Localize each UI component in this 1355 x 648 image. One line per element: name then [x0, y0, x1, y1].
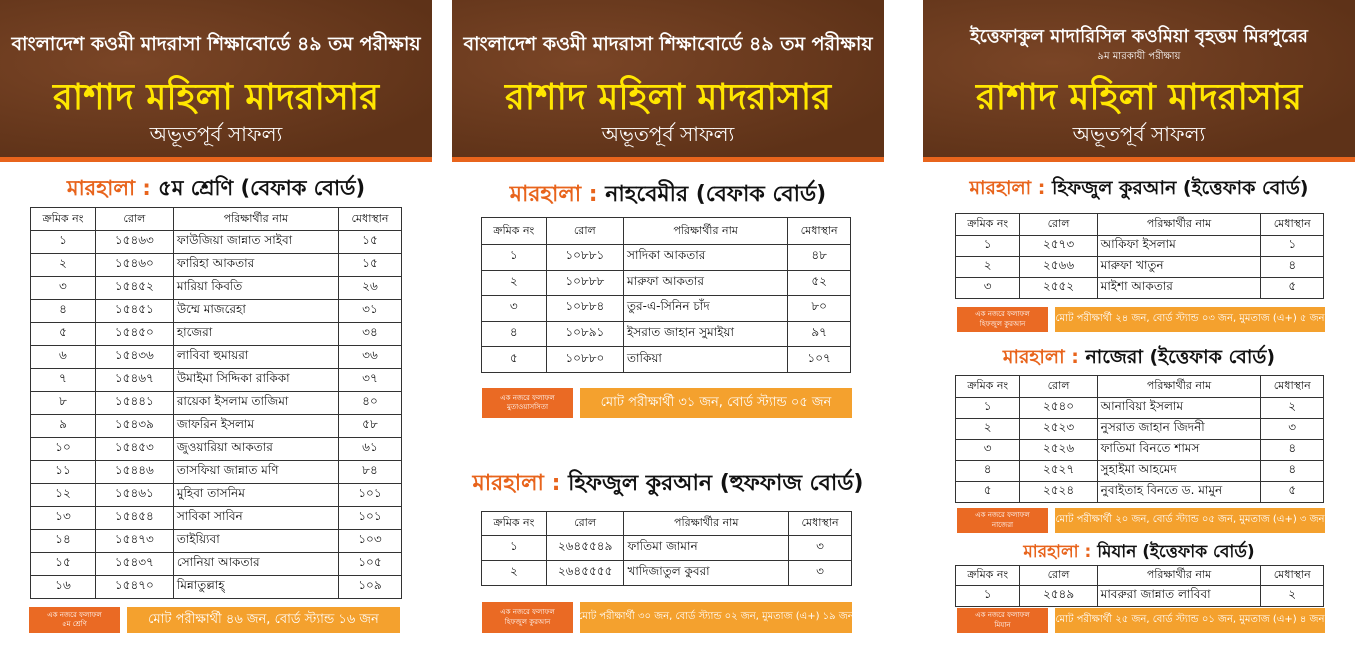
exam-heading: বাংলাদেশ কওমী মাদরাসা শিক্ষাবোর্ডে ৪৯ তম পরীক্ষায় — [463, 33, 873, 55]
name-cell: নুসরাত জাহান জিদনী — [1097, 419, 1261, 440]
column-header: মেধাস্থান — [788, 218, 851, 245]
name-cell: মাইশা আকতার — [1097, 278, 1261, 299]
section-name: ৫ম শ্রেণি (বেফাক বোর্ড) — [158, 176, 366, 200]
table-row — [31, 507, 402, 530]
column-header: রোল — [546, 512, 624, 536]
result-summary-tag — [957, 608, 1048, 633]
roll-cell: ২৬৪৫৫৫৫ — [546, 561, 624, 586]
name-cell: নুবাইতাহ বিনতে ড. মামুন — [1097, 482, 1261, 503]
tag-line: এক নজরে ফলাফল — [975, 310, 1030, 319]
roll-cell: ১৫৪৭৩ — [95, 530, 173, 553]
column-header: রোল — [95, 208, 173, 231]
serial-cell: ১ — [956, 586, 1020, 607]
merit-position-cell: ৪ — [1261, 440, 1324, 461]
roll-cell: ১৫৪৪১ — [95, 392, 173, 415]
serial-cell: ১৫ — [31, 553, 96, 576]
merit-position-cell: ৩৭ — [338, 369, 401, 392]
roll-cell: ১৫৪৩৭ — [95, 553, 173, 576]
column-header: পরিক্ষার্থীর নাম — [1097, 214, 1261, 236]
serial-cell: ১ — [31, 231, 96, 254]
merit-position-cell: ১০১ — [338, 507, 401, 530]
merit-position-cell: ৩৬ — [338, 346, 401, 369]
roll-cell: ১৫৪৫৩ — [95, 438, 173, 461]
roll-cell: ১৫৪৬৩ — [95, 231, 173, 254]
tag-line: মিযান — [994, 620, 1011, 629]
table-row — [956, 419, 1324, 440]
madrasa-title: রাশাদ মহিলা মাদরাসার — [52, 77, 380, 118]
name-cell: খাদিজাতুল কুবরা — [624, 561, 789, 586]
column-header: ক্রমিক নং — [956, 214, 1020, 236]
table-row — [956, 278, 1324, 299]
section-name: মিযান (ইত্তেফাক বোর্ড) — [1097, 542, 1255, 562]
roll-cell: ১৫৪৭০ — [95, 576, 173, 599]
serial-cell: ৮ — [31, 392, 96, 415]
name-cell: সাদিকা আকতার — [624, 245, 788, 271]
table-header-row — [482, 512, 852, 536]
name-cell: তাসফিয়া জান্নাত মণি — [173, 461, 338, 484]
serial-cell: ৪ — [956, 461, 1020, 482]
name-cell: তাকিয়া — [624, 347, 788, 373]
success-subtitle: অভূতপূর্ব সাফল্য — [601, 122, 735, 146]
table-row — [956, 257, 1324, 278]
table-row — [31, 300, 402, 323]
serial-cell: ৩ — [956, 278, 1020, 299]
merit-position-cell: ৫ — [1261, 482, 1324, 503]
roll-cell: ২৫৬৬ — [1020, 257, 1097, 278]
tag-line: ৫ম শ্রেণি — [62, 620, 87, 628]
merit-position-cell: ১ — [1261, 236, 1324, 257]
table-row — [482, 536, 852, 561]
name-cell: উম্মে মাজরেহা — [173, 300, 338, 323]
column-header: মেধাস্থান — [1261, 214, 1324, 236]
results-table — [955, 213, 1324, 299]
section-title — [0, 172, 432, 207]
poster-header — [923, 0, 1355, 162]
table-row — [956, 461, 1324, 482]
serial-cell: ৫ — [31, 323, 96, 346]
merit-position-cell: ৩ — [789, 536, 852, 561]
name-cell: ফারিহা আকতার — [173, 254, 338, 277]
name-cell: সোনিয়া আকতার — [173, 553, 338, 576]
table-row — [31, 392, 402, 415]
merit-position-cell: ৪৮ — [788, 245, 851, 271]
serial-cell: ১২ — [31, 484, 96, 507]
column-header: ক্রমিক নং — [956, 566, 1020, 586]
name-cell: মারুফা খাতুন — [1097, 257, 1261, 278]
serial-cell: ১ — [482, 245, 547, 271]
merit-position-cell: ২ — [1261, 586, 1324, 607]
roll-cell: ১৫৪৪৬ — [95, 461, 173, 484]
tag-line: এক নজরে ফলাফল — [975, 511, 1030, 520]
section-title — [452, 177, 884, 214]
results-table — [481, 511, 852, 586]
result-summary-banner: মোট পরীক্ষার্থী ২৫ জন, বোর্ড স্ট্যান্ড ০১ জন, মুমতাজ (এ+) ৪ জন — [1055, 608, 1325, 633]
table-row — [482, 347, 851, 373]
tag-line: এক নজরে ফলাফল — [500, 393, 555, 402]
serial-cell: ৬ — [31, 346, 96, 369]
serial-cell: ৯ — [31, 415, 96, 438]
result-summary-banner: মোট পরীক্ষার্থী ৩০ জন, বোর্ড স্ট্যান্ড ০২ জন, মুমতাজ (এ+) ১৯ জন — [580, 602, 852, 633]
serial-cell: ১ — [956, 398, 1020, 419]
merit-position-cell: ১০৯ — [338, 576, 401, 599]
serial-cell: ৩ — [482, 296, 547, 322]
column-header: পরিক্ষার্থীর নাম — [1097, 376, 1261, 398]
success-subtitle: অভূতপূর্ব সাফল্য — [1072, 122, 1206, 146]
table-row — [31, 415, 402, 438]
serial-cell: ২ — [31, 254, 96, 277]
column-header: মেধাস্থান — [338, 208, 401, 231]
section-title — [452, 466, 884, 503]
name-cell: তাইয়্যিবা — [173, 530, 338, 553]
results-table — [955, 375, 1324, 503]
section-label: মারহালা : — [1002, 346, 1079, 368]
serial-cell: ১০ — [31, 438, 96, 461]
roll-cell: ২৫২৭ — [1020, 461, 1097, 482]
merit-position-cell: ৩১ — [338, 300, 401, 323]
roll-cell: ১৫৪৫৪ — [95, 507, 173, 530]
table-row — [31, 346, 402, 369]
merit-position-cell: ২৬ — [338, 277, 401, 300]
result-poster-2 — [452, 0, 884, 648]
merit-position-cell: ১০৩ — [338, 530, 401, 553]
merit-position-cell: ১০৭ — [788, 347, 851, 373]
serial-cell: ১৪ — [31, 530, 96, 553]
serial-cell: ১১ — [31, 461, 96, 484]
section-label: মারহালা : — [969, 177, 1046, 199]
name-cell: জাফরিন ইসলাম — [173, 415, 338, 438]
tag-line: হিফজুল কুরআন — [504, 617, 551, 626]
serial-cell: ২ — [482, 270, 547, 296]
table-row — [482, 270, 851, 296]
section-title — [923, 343, 1355, 375]
name-cell: আনাবিয়া ইসলাম — [1097, 398, 1261, 419]
roll-cell: ১০৮৯১ — [546, 321, 623, 347]
name-cell: হাজেরা — [173, 323, 338, 346]
column-header: পরিক্ষার্থীর নাম — [624, 512, 789, 536]
success-subtitle: অভূতপূর্ব সাফল্য — [149, 122, 283, 146]
merit-position-cell: ৩ — [789, 561, 852, 586]
roll-cell: ২৫৭৩ — [1020, 236, 1097, 257]
merit-position-cell: ৩ — [1261, 419, 1324, 440]
table-row — [482, 561, 852, 586]
roll-cell: ১৫৪৩৯ — [95, 415, 173, 438]
result-summary-tag — [482, 388, 573, 418]
roll-cell: ২৫৪৯ — [1020, 586, 1097, 607]
section-name: নাহবেমীর (বেফাক বোর্ড) — [605, 182, 827, 207]
serial-cell: ৩ — [956, 440, 1020, 461]
merit-position-cell: ৪ — [1261, 461, 1324, 482]
column-header: মেধাস্থান — [789, 512, 852, 536]
table-row — [31, 576, 402, 599]
merit-position-cell: ২ — [1261, 398, 1324, 419]
table-row — [482, 321, 851, 347]
result-summary-banner: মোট পরীক্ষার্থী ৪৬ জন, বোর্ড স্ট্যান্ড ১৬ জন — [127, 607, 400, 633]
column-header: ক্রমিক নং — [956, 376, 1020, 398]
column-header: রোল — [546, 218, 623, 245]
poster-header — [0, 0, 432, 162]
table-row — [31, 323, 402, 346]
section-name: হিফজুল কুরআন (ইত্তেফাক বোর্ড) — [1052, 177, 1309, 199]
serial-cell: ১৩ — [31, 507, 96, 530]
table-header-row — [956, 376, 1324, 398]
roll-cell: ১০৮৮৮ — [546, 270, 623, 296]
name-cell: ফাউজিয়া জান্নাত সাইবা — [173, 231, 338, 254]
exam-heading: বাংলাদেশ কওমী মাদরাসা শিক্ষাবোর্ডে ৪৯ তম পরীক্ষায় — [11, 33, 421, 55]
column-header: মেধাস্থান — [1261, 376, 1324, 398]
name-cell: ফাতিমা বিনতে শামস — [1097, 440, 1261, 461]
exam-subheading: ৯ম মারকাযী পরীক্ষায় — [1097, 51, 1181, 62]
merit-position-cell: ৩৪ — [338, 323, 401, 346]
name-cell: উমাইমা সিদ্দিকা রাকিকা — [173, 369, 338, 392]
name-cell: মারুফা আকতার — [624, 270, 788, 296]
column-header: ক্রমিক নং — [31, 208, 96, 231]
tag-line: হিফজুল কুরআন — [979, 319, 1026, 328]
name-cell: ফাতিমা জামান — [624, 536, 789, 561]
column-header: ক্রমিক নং — [482, 512, 547, 536]
table-header-row — [956, 214, 1324, 236]
roll-cell: ১৫৪৩৬ — [95, 346, 173, 369]
roll-cell: ২৫২৪ — [1020, 482, 1097, 503]
poster-header — [452, 0, 884, 162]
name-cell: ইসরাত জাহান সুমাইয়া — [624, 321, 788, 347]
madrasa-title: রাশাদ মহিলা মাদরাসার — [504, 77, 832, 118]
merit-position-cell: ১৫ — [338, 254, 401, 277]
roll-cell: ১৫৪৬৭ — [95, 369, 173, 392]
column-header: পরিক্ষার্থীর নাম — [1097, 566, 1261, 586]
roll-cell: ১৫৪৫১ — [95, 300, 173, 323]
roll-cell: ২৫৫২ — [1020, 278, 1097, 299]
section-title — [923, 174, 1355, 206]
column-header: রোল — [1020, 566, 1097, 586]
name-cell: রায়েকা ইসলাম তাজিমা — [173, 392, 338, 415]
result-summary-tag — [29, 607, 120, 633]
table-header-row — [956, 566, 1324, 586]
name-cell: লাবিবা হুমায়রা — [173, 346, 338, 369]
serial-cell: ২ — [482, 561, 547, 586]
result-summary-banner: মোট পরীক্ষার্থী ২৪ জন, বোর্ড স্ট্যান্ড ০৩ জন, মুমতাজ (এ+) ৫ জন — [1055, 307, 1325, 332]
name-cell: সুহাইমা আহমেদ — [1097, 461, 1261, 482]
column-header: রোল — [1020, 376, 1097, 398]
section-title — [923, 539, 1355, 567]
merit-position-cell: ১০৫ — [338, 553, 401, 576]
name-cell: মুহিবা তাসনিম — [173, 484, 338, 507]
roll-cell: ১০৮৮৪ — [546, 296, 623, 322]
madrasa-title: রাশাদ মহিলা মাদরাসার — [975, 77, 1303, 118]
table-row — [482, 245, 851, 271]
roll-cell: ১৫৪৫০ — [95, 323, 173, 346]
merit-position-cell: ৫৮ — [338, 415, 401, 438]
section-name: হিফজুল কুরআন (হুফফাজ বোর্ড) — [568, 471, 864, 496]
results-table — [30, 207, 402, 599]
tag-line: মুতাওয়াসসিতা — [506, 403, 548, 411]
merit-position-cell: ৪ — [1261, 257, 1324, 278]
table-row — [31, 231, 402, 254]
section-label: মারহালা : — [472, 471, 561, 496]
result-poster-1 — [0, 0, 432, 648]
name-cell: তুর-এ-সিনিন চাঁদ — [624, 296, 788, 322]
table-row — [956, 482, 1324, 503]
column-header: রোল — [1020, 214, 1097, 236]
table-row — [31, 369, 402, 392]
section-label: মারহালা : — [509, 182, 598, 207]
section-label: মারহালা : — [1023, 542, 1092, 562]
serial-cell: ৭ — [31, 369, 96, 392]
roll-cell: ১০৮৮০ — [546, 347, 623, 373]
roll-cell: ১৫৪৫২ — [95, 277, 173, 300]
name-cell: আকিফা ইসলাম — [1097, 236, 1261, 257]
serial-cell: ৫ — [482, 347, 547, 373]
merit-position-cell: ৬১ — [338, 438, 401, 461]
table-row — [956, 440, 1324, 461]
serial-cell: ৩ — [31, 277, 96, 300]
column-header: পরিক্ষার্থীর নাম — [624, 218, 788, 245]
result-summary-tag — [482, 602, 573, 633]
table-row — [31, 277, 402, 300]
table-row — [31, 553, 402, 576]
merit-position-cell: ৮০ — [788, 296, 851, 322]
table-row — [956, 586, 1324, 607]
serial-cell: ৪ — [31, 300, 96, 323]
merit-position-cell: ৫২ — [788, 270, 851, 296]
name-cell: সাবিকা সাবিন — [173, 507, 338, 530]
merit-position-cell: ১৫ — [338, 231, 401, 254]
roll-cell: ২৫৪০ — [1020, 398, 1097, 419]
column-header: ক্রমিক নং — [482, 218, 547, 245]
result-poster-3 — [923, 0, 1355, 648]
serial-cell: ৪ — [482, 321, 547, 347]
name-cell: মারিয়া কিবতি — [173, 277, 338, 300]
merit-position-cell: ১০১ — [338, 484, 401, 507]
table-row — [31, 254, 402, 277]
table-row — [31, 484, 402, 507]
table-row — [482, 296, 851, 322]
merit-position-cell: ৫ — [1261, 278, 1324, 299]
tag-line: এক নজরে ফলাফল — [47, 610, 102, 619]
serial-cell: ২ — [956, 257, 1020, 278]
tag-line: নাজেরা — [991, 520, 1014, 529]
serial-cell: ২ — [956, 419, 1020, 440]
table-row — [31, 530, 402, 553]
roll-cell: ১৫৪৬০ — [95, 254, 173, 277]
roll-cell: ১৫৪৬১ — [95, 484, 173, 507]
result-summary-tag — [957, 307, 1048, 332]
merit-position-cell: ৯৭ — [788, 321, 851, 347]
result-summary-tag — [957, 508, 1048, 533]
section-label: মারহালা : — [66, 176, 151, 200]
section-name: নাজেরা (ইত্তেফাক বোর্ড) — [1085, 346, 1276, 368]
roll-cell: ১০৮৮১ — [546, 245, 623, 271]
table-header-row — [482, 218, 851, 245]
name-cell: জুওয়ারিয়া আকতার — [173, 438, 338, 461]
roll-cell: ২৫২৩ — [1020, 419, 1097, 440]
serial-cell: ১ — [482, 536, 547, 561]
merit-position-cell: ৪০ — [338, 392, 401, 415]
roll-cell: ২৫২৬ — [1020, 440, 1097, 461]
result-summary-banner: মোট পরীক্ষার্থী ২০ জন, বোর্ড স্ট্যান্ড ০৫ জন, মুমতাজ (এ+) ৩ জন — [1055, 508, 1325, 533]
results-table — [955, 565, 1324, 607]
result-summary-banner: মোট পরীক্ষার্থী ৩১ জন, বোর্ড স্ট্যান্ড ০৫ জন — [580, 388, 852, 418]
table-row — [956, 236, 1324, 257]
column-header: পরিক্ষার্থীর নাম — [173, 208, 338, 231]
column-header: মেধাস্থান — [1261, 566, 1324, 586]
tag-line: এক নজরে ফলাফল — [500, 608, 555, 617]
roll-cell: ২৬৪৫৫৪৯ — [546, 536, 624, 561]
exam-heading: ইত্তেফাকুল মাদারিসিল কওমিয়া বৃহত্তম মিরপুরের — [970, 26, 1308, 47]
serial-cell: ৫ — [956, 482, 1020, 503]
table-row — [956, 398, 1324, 419]
table-header-row — [31, 208, 402, 231]
serial-cell: ১৬ — [31, 576, 96, 599]
results-table — [481, 217, 851, 373]
table-row — [31, 438, 402, 461]
serial-cell: ১ — [956, 236, 1020, 257]
tag-line: এক নজরে ফলাফল — [975, 611, 1030, 620]
table-row — [31, 461, 402, 484]
name-cell: মাবরুরা জান্নাত লাবিবা — [1097, 586, 1261, 607]
name-cell: মিন্নাতুল্লাহ্ — [173, 576, 338, 599]
merit-position-cell: ৮৪ — [338, 461, 401, 484]
